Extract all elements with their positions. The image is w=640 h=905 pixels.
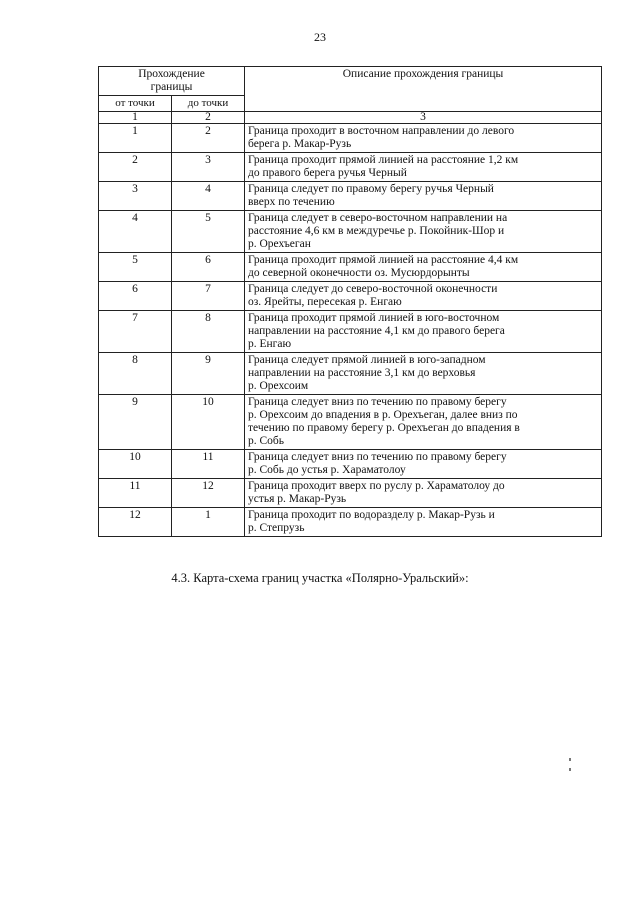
from-point-cell: 10 bbox=[99, 450, 172, 479]
description-line: Граница проходит прямой линией на расстояние 1,2 км bbox=[248, 154, 519, 166]
from-point-cell: 4 bbox=[99, 211, 172, 253]
description-cell bbox=[245, 353, 602, 395]
to-point-cell: 2 bbox=[172, 124, 245, 153]
table-row bbox=[99, 211, 602, 253]
column-number-2: 2 bbox=[172, 112, 245, 124]
description-line: Граница следует в северо-восточном направлении на bbox=[248, 212, 508, 224]
description-line: Граница следует вниз по течению по правому берегу bbox=[248, 451, 507, 463]
to-point-cell: 11 bbox=[172, 450, 245, 479]
header-passage-line1: Прохождение bbox=[138, 68, 205, 80]
table-body bbox=[99, 124, 602, 537]
description-line: берега р. Макар-Рузь bbox=[248, 138, 352, 150]
section-heading: 4.3. Карта-схема границ участка «Полярно-Уральский»: bbox=[171, 571, 469, 585]
description-line: р. Орехсоим до впадения в р. Орехъеган, далее вниз по bbox=[248, 409, 518, 421]
to-point-cell: 10 bbox=[172, 395, 245, 450]
to-point-cell: 1 bbox=[172, 508, 245, 537]
description-cell bbox=[245, 311, 602, 353]
to-point-cell: 3 bbox=[172, 153, 245, 182]
from-point-cell: 8 bbox=[99, 353, 172, 395]
description-line: р. Собь bbox=[248, 435, 285, 447]
description-cell bbox=[245, 253, 602, 282]
description-cell bbox=[245, 124, 602, 153]
to-point-cell: 5 bbox=[172, 211, 245, 253]
from-point-cell: 9 bbox=[99, 395, 172, 450]
description-cell bbox=[245, 450, 602, 479]
header-from-point: от точки bbox=[99, 96, 172, 112]
header-passage-line2: границы bbox=[150, 81, 193, 93]
table-row bbox=[99, 508, 602, 537]
table-row bbox=[99, 124, 602, 153]
to-point-cell: 9 bbox=[172, 353, 245, 395]
boundary-table bbox=[98, 66, 602, 537]
description-cell bbox=[245, 395, 602, 450]
from-point-cell: 2 bbox=[99, 153, 172, 182]
description-line: вверх по течению bbox=[248, 196, 335, 208]
table-row bbox=[99, 450, 602, 479]
table-row bbox=[99, 311, 602, 353]
description-line: Граница проходит прямой линией в юго-восточном bbox=[248, 312, 500, 324]
description-line: направлении на расстояние 4,1 км до правого берега bbox=[248, 325, 505, 337]
description-line: устья р. Макар-Рузь bbox=[248, 493, 347, 505]
to-point-cell: 8 bbox=[172, 311, 245, 353]
table-row bbox=[99, 253, 602, 282]
description-line: оз. Ярейты, пересекая р. Енгаю bbox=[248, 296, 402, 308]
description-line: Граница проходит вверх по руслу р. Хараматолоу до bbox=[248, 480, 505, 492]
page-number: 23 bbox=[314, 30, 326, 44]
to-point-cell: 7 bbox=[172, 282, 245, 311]
description-cell bbox=[245, 479, 602, 508]
description-line: Граница следует до северо-восточной оконечности bbox=[248, 283, 498, 295]
description-line: Граница следует прямой линией в юго-западном bbox=[248, 354, 486, 366]
description-line: Граница проходит прямой линией на расстояние 4,4 км bbox=[248, 254, 519, 266]
table-row bbox=[99, 182, 602, 211]
description-line: р. Степрузь bbox=[248, 522, 305, 534]
description-line: р. Орехъеган bbox=[248, 238, 311, 250]
header-to-point: до точки bbox=[172, 96, 245, 112]
from-point-cell: 7 bbox=[99, 311, 172, 353]
from-point-cell: 12 bbox=[99, 508, 172, 537]
description-cell bbox=[245, 282, 602, 311]
description-line: течению по правому берегу р. Орехъеган до впадения в bbox=[248, 422, 520, 434]
description-line: р. Енгаю bbox=[248, 338, 292, 350]
from-point-cell: 11 bbox=[99, 479, 172, 508]
description-line: до северной оконечности оз. Мусюрдорынты bbox=[248, 267, 470, 279]
column-number-1: 1 bbox=[99, 112, 172, 124]
description-line: до правого берега ручья Черный bbox=[248, 167, 407, 179]
from-point-cell: 6 bbox=[99, 282, 172, 311]
column-number-3: 3 bbox=[245, 112, 602, 124]
description-cell bbox=[245, 153, 602, 182]
table-row bbox=[99, 153, 602, 182]
description-cell bbox=[245, 508, 602, 537]
description-line: р. Собь до устья р. Хараматолоу bbox=[248, 464, 406, 476]
to-point-cell: 6 bbox=[172, 253, 245, 282]
to-point-cell: 12 bbox=[172, 479, 245, 508]
table-row bbox=[99, 479, 602, 508]
description-line: р. Орехсоим bbox=[248, 380, 309, 392]
description-cell bbox=[245, 211, 602, 253]
scan-mark bbox=[569, 768, 571, 771]
from-point-cell: 3 bbox=[99, 182, 172, 211]
description-line: направлении на расстояние 3,1 км до верховья bbox=[248, 367, 476, 379]
header-description: Описание прохождения границы bbox=[245, 67, 602, 112]
description-line: Граница следует по правому берегу ручья Черный bbox=[248, 183, 494, 195]
scan-mark bbox=[569, 758, 571, 761]
header-passage bbox=[99, 67, 245, 96]
description-line: расстояние 4,6 км в междуречье р. Покойник-Шор и bbox=[248, 225, 505, 237]
description-cell bbox=[245, 182, 602, 211]
from-point-cell: 1 bbox=[99, 124, 172, 153]
table-row bbox=[99, 282, 602, 311]
table-row bbox=[99, 395, 602, 450]
description-line: Граница следует вниз по течению по правому берегу bbox=[248, 396, 507, 408]
from-point-cell: 5 bbox=[99, 253, 172, 282]
table-row bbox=[99, 353, 602, 395]
to-point-cell: 4 bbox=[172, 182, 245, 211]
description-line: Граница проходит по водоразделу р. Макар-Рузь и bbox=[248, 509, 495, 521]
description-line: Граница проходит в восточном направлении до левого bbox=[248, 125, 515, 137]
